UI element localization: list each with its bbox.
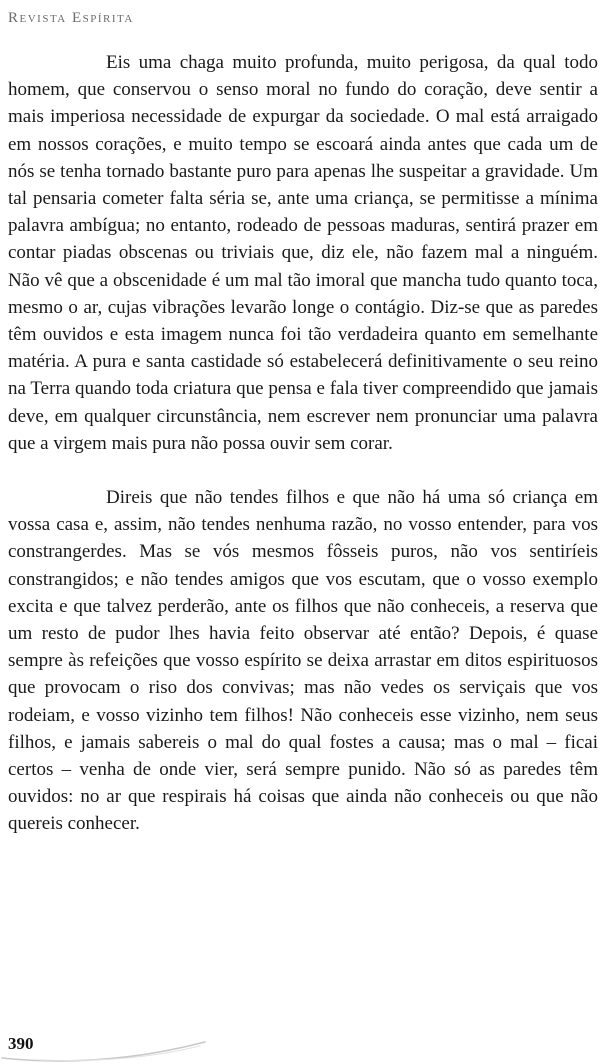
paragraph-1: Eis uma chaga muito profunda, muito perigosa, da qual todo homem, que conservou o senso moral no fundo do coração, deve sentir a mais imperiosa necessidade de expurgar da sociedade. O mal está arraigado em nossos corações, e muito tempo se escoará ainda antes que cada um de nós se tenha tornado bastante puro para apenas lhe suspeitar a gravidade. Um tal pensaria cometer falta séria se, ante uma criança, se permitisse a mínima palavra ambígua; no entanto, rodeado de pessoas maduras, sentirá prazer em contar piadas obscenas ou triviais que, diz ele, não fazem mal a ninguém. Não vê que a obscenidade é um mal tão imoral que mancha tudo quanto toca, mesmo o ar, cujas vibrações levarão longe o contágio. Diz-se que as paredes têm ouvidos e esta imagem nunca foi tão verdadeira quanto em semelhante matéria. A pura e santa castidade só estabelecerá definitivamente o seu reino na Terra quando toda criatura que pensa e fala tiver compreendido que jamais deve, em qualquer circunstância, nem escrever nem pronunciar uma palavra que a virgem mais pura não possa ouvir sem corar. bbox=[8, 52, 598, 454]
paragraph-2: Direis que não tendes filhos e que não há uma só criança em vossa casa e, assim, não tendes nenhuma razão, no vosso entender, para vos constrangerdes. Mas se vós mesmos fôsseis puros, não vos sentiríeis constrangidos; e não tendes amigos que vos escutam, que o vosso exemplo excita e que talvez perderão, ante os filhos que não conheceis, a reserva que um resto de pudor lhes havia feito observar até então? Depois, é quase sempre às refeições que vosso espírito se deixa arrastar em ditos espirituosos que provocam o riso dos convivas; mas não vedes os serviçais que vos rodeiam, e vosso vizinho tem filhos! Não conheceis esse vizinho, nem seus filhos, e jamais sabereis o mal do qual fostes a causa; mas o mal – ficai certos – venha de onde vier, será sempre punido. Não só as paredes têm ouvidos: no ar que respirais há coisas que ainda não conheceis ou que não quereis conhecer. bbox=[8, 487, 598, 835]
page-number: 390 bbox=[8, 1034, 34, 1053]
body-text bbox=[8, 49, 598, 838]
running-header-title: Revista Espírita bbox=[8, 10, 134, 26]
